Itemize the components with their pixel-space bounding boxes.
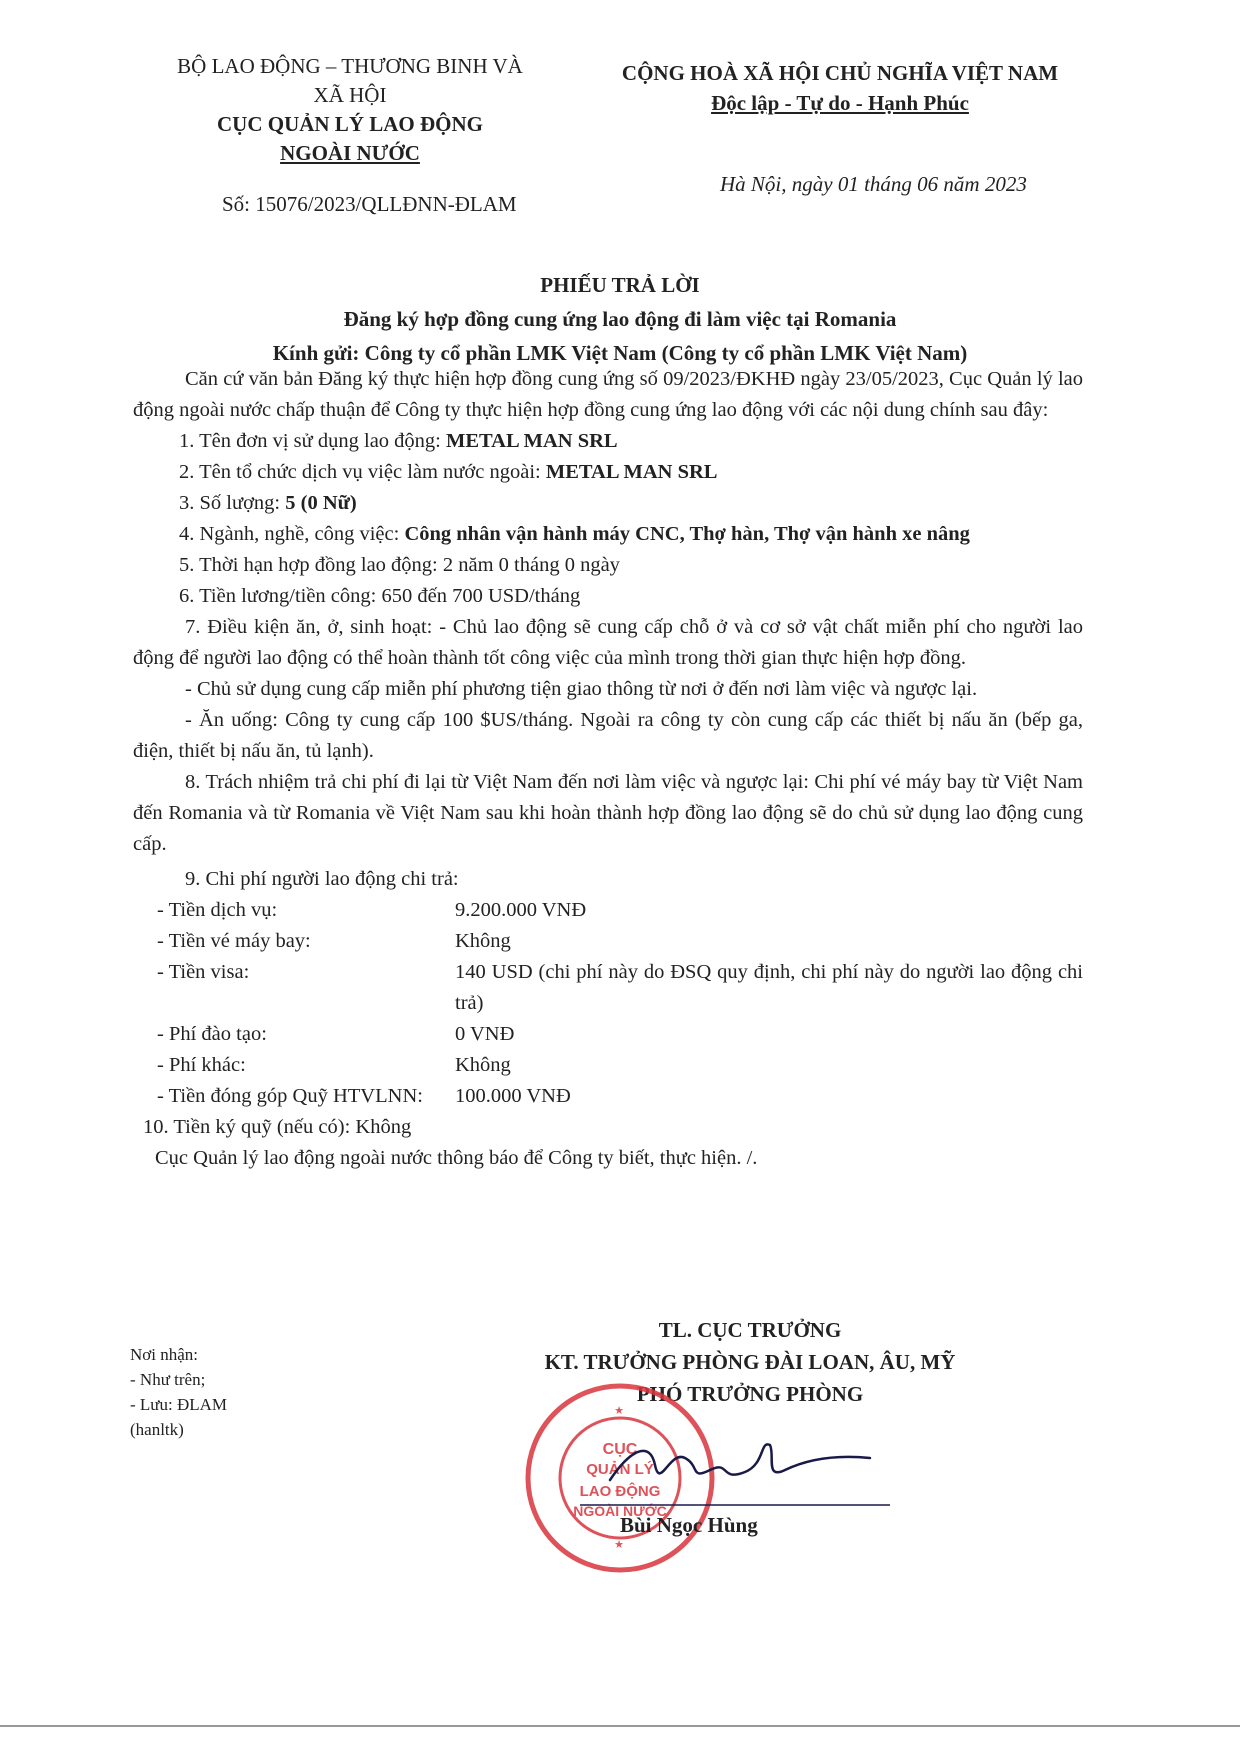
addressee: Kính gửi: Công ty cổ phần LMK Việt Nam (Công ty cổ phần LMK Việt Nam) (272, 341, 968, 365)
document-number: Số: 15076/2023/QLLĐNN-ĐLAM (222, 192, 517, 216)
fee-label: - Phí đào tạo: (157, 1023, 267, 1045)
recipients-block (130, 1342, 227, 1442)
item-7: 7. Điều kiện ăn, ở, sinh hoạt: - Chủ lao động sẽ cung cấp chỗ ở và cơ sở vật chất miễn phí cho người lao động để người lao động có thể hoàn thành tốt công việc của mình trong thời gian thực hiện hợp đồng. (133, 616, 1083, 669)
fee-row (133, 895, 1083, 926)
fee-value: 0 VNĐ (455, 1023, 515, 1045)
fee-row (133, 926, 1083, 957)
title-block (120, 268, 1120, 370)
item-7-meals: - Ăn uống: Công ty cung cấp 100 $US/tháng. Ngoài ra công ty còn cung cấp các thiết bị nấu ăn (bếp ga, điện, thiết bị nấu ăn, tủ lạnh). (133, 709, 1083, 762)
fee-value: 140 USD (chi phí này do ĐSQ quy định, chi phí này do người lao động chi trả) (455, 961, 1083, 1014)
occupation-value: Công nhân vận hành máy CNC, Thợ hàn, Thợ vận hành xe nâng (404, 523, 970, 545)
item-10: 10. Tiền ký quỹ (nếu có): Không (143, 1116, 412, 1138)
item-8: 8. Trách nhiệm trả chi phí đi lại từ Việt Nam đến nơi làm việc và ngược lại: Chi phí vé máy bay từ Việt Nam đến Romania và từ Romania về Việt Nam sau khi hoàn thành hợp đồng lao động sẽ do chủ sử dụng lao động cung cấp. (133, 771, 1083, 855)
stamp-text-line4: NGOÀI NƯỚC (573, 1503, 667, 1519)
recipient-item: (hanltk) (130, 1420, 184, 1439)
quantity-value: 5 (0 Nữ) (285, 492, 357, 514)
stamp-text-line1: CỤC (602, 1441, 638, 1458)
item-9: 9. Chi phí người lao động chi trả: (185, 868, 459, 890)
fee-value: 100.000 VNĐ (455, 1085, 571, 1107)
fee-value: Không (455, 930, 511, 952)
national-motto: Độc lập - Tự do - Hạnh Phúc (711, 91, 969, 115)
signer-authority: TL. CỤC TRƯỞNG (658, 1318, 842, 1342)
item-7-transport: - Chủ sử dụng cung cấp miễn phí phương tiện giao thông từ nơi ở đến nơi làm việc và ngược lại. (185, 678, 978, 700)
issuer-header (150, 52, 550, 168)
fee-row (133, 1081, 1083, 1112)
fee-label: - Tiền vé máy bay: (157, 930, 311, 952)
item-2 (133, 457, 1083, 488)
agency-name: METAL MAN SRL (545, 461, 718, 483)
ministry-name-line1: BỘ LAO ĐỘNG – THƯƠNG BINH VÀ (177, 54, 523, 78)
item-3 (133, 488, 1083, 519)
recipient-item: - Lưu: ĐLAM (130, 1395, 228, 1414)
fee-value: Không (455, 1054, 511, 1076)
item-6: 6. Tiền lương/tiền công: 650 đến 700 USD/tháng (179, 585, 581, 607)
intro-paragraph: Căn cứ văn bản Đăng ký thực hiện hợp đồng cung ứng số 09/2023/ĐKHĐ ngày 23/05/2023, Cục Quản lý lao động ngoài nước chấp thuận để Công ty thực hiện hợp đồng cung ứng lao động với các nội dung chính sau đây: (133, 368, 1083, 421)
item-4 (133, 519, 1083, 550)
item-1 (133, 426, 1083, 457)
fee-label: - Tiền đóng góp Quỹ HTVLNN: (157, 1085, 423, 1107)
employer-name: METAL MAN SRL (446, 430, 618, 452)
item-1-label: 1. Tên đơn vị sử dụng lao động: (179, 430, 446, 452)
document-title: PHIẾU TRẢ LỜI (540, 273, 700, 297)
department-name-line2: NGOÀI NƯỚC (280, 141, 420, 165)
stamp-text-line2: QUẢN LÝ (586, 1461, 654, 1478)
national-header (580, 58, 1100, 118)
document-subtitle: Đăng ký hợp đồng cung ứng lao động đi làm việc tại Romania (343, 307, 897, 331)
svg-text:★: ★ (614, 1539, 626, 1551)
recipient-item: - Như trên; (130, 1370, 206, 1389)
handwritten-signature (570, 1410, 900, 1520)
fee-row (133, 1019, 1083, 1050)
fee-value: 9.200.000 VNĐ (455, 899, 587, 921)
signer-name: Bùi Ngọc Hùng (620, 1513, 758, 1537)
fee-table (133, 895, 1083, 1112)
item-3-label: 3. Số lượng: (179, 492, 286, 514)
fee-label: - Tiền dịch vụ: (157, 899, 278, 921)
svg-text:★: ★ (614, 1405, 626, 1417)
document-date: Hà Nội, ngày 01 tháng 06 năm 2023 (720, 172, 1027, 196)
document-body (133, 364, 1083, 1174)
fee-row (133, 1050, 1083, 1081)
closing-line: Cục Quản lý lao động ngoài nước thông báo để Công ty biết, thực hiện. /. (155, 1147, 758, 1169)
fee-label: - Tiền visa: (157, 961, 250, 983)
fee-row (133, 957, 1083, 1019)
recipients-title: Nơi nhận: (130, 1345, 199, 1364)
item-2-label: 2. Tên tổ chức dịch vụ việc làm nước ngoài: (179, 461, 546, 483)
item-5: 5. Thời hạn hợp đồng lao động: 2 năm 0 tháng 0 ngày (179, 554, 620, 576)
item-4-label: 4. Ngành, nghề, công việc: (179, 523, 405, 545)
department-name: CỤC QUẢN LÝ LAO ĐỘNG (216, 112, 483, 136)
ministry-name-line2: XÃ HỘI (313, 83, 387, 107)
signer-position: PHÓ TRƯỞNG PHÒNG (636, 1382, 864, 1406)
signer-department: KT. TRƯỞNG PHÒNG ĐÀI LOAN, ÂU, MỸ (544, 1350, 956, 1374)
page-bottom-border (0, 1725, 1240, 1727)
stamp-text-line3: LAO ĐỘNG (579, 1483, 661, 1500)
country-name: CỘNG HOÀ XÃ HỘI CHỦ NGHĨA VIỆT NAM (621, 61, 1059, 85)
fee-label: - Phí khác: (157, 1054, 246, 1076)
